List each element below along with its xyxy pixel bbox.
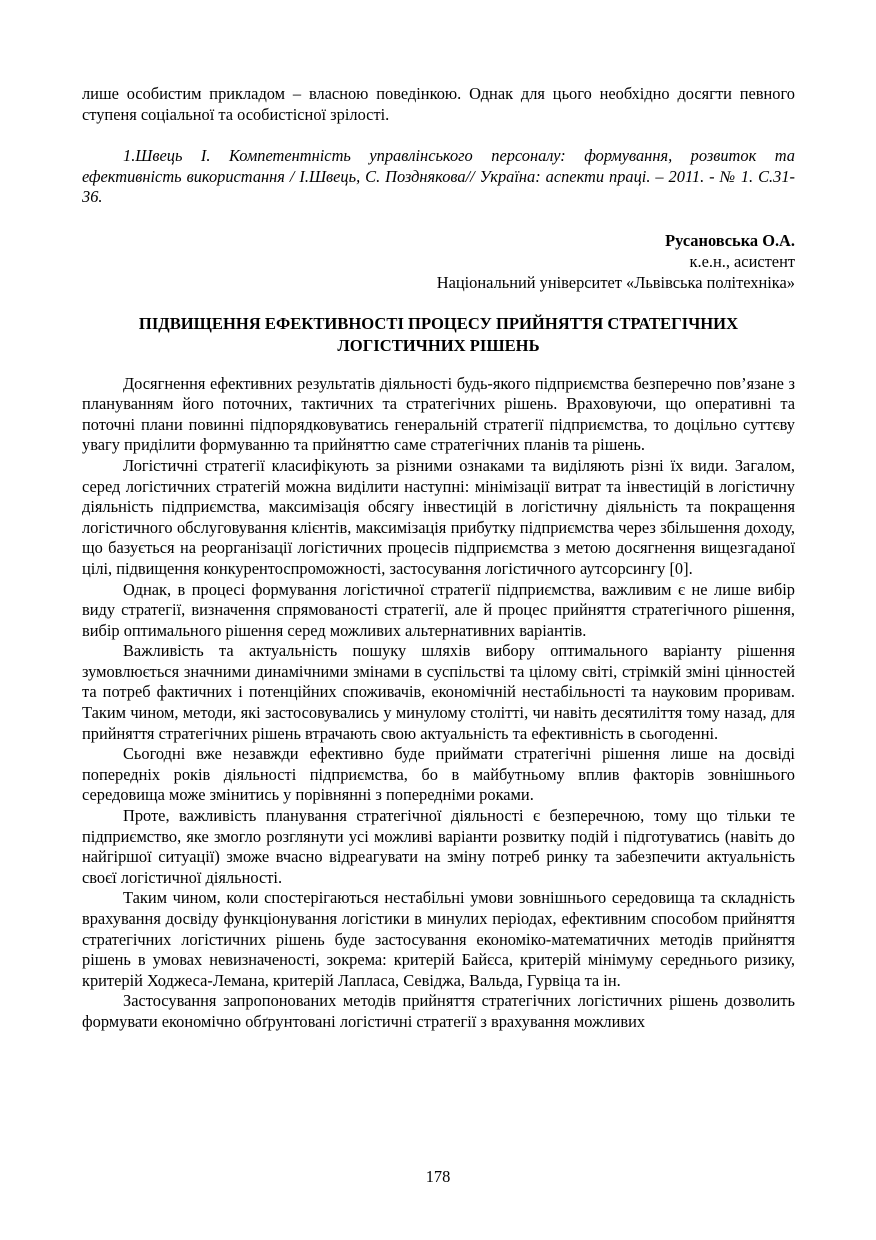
article-paragraph-5: Сьогодні вже незавжди ефективно буде приймати стратегічні рішення лише на досвіді попередніх років діяльності підприємства, бо в майбутньому вплив факторів зовнішнього середовища може змінитись у порівнянні з попередніми роками. [82,744,795,805]
article-paragraph-8: Застосування запропонованих методів прийняття стратегічних логістичних рішень дозволить формувати економічно обґрунтовані логістичні стратегії з врахування можливих [82,991,795,1031]
article-title: ПІДВИЩЕННЯ ЕФЕКТИВНОСТІ ПРОЦЕСУ ПРИЙНЯТТЯ СТРАТЕГІЧНИХ ЛОГІСТИЧНИХ РІШЕНЬ [138,313,739,355]
author-name: Русановська О.А. [665,230,795,250]
page-number: 178 [425,1167,451,1187]
article-paragraph-6: Проте, важливість планування стратегічної діяльності є безперечною, тому що тільки те підприємство, яке змогло розглянути усі можливі варіанти розвитку подій і підготуватись (навіть до найгіршої ситуації) зможе вчасно відреагувати на зміну потреб ринку та забезпечити актуальність своєї логістичної діяльності. [82,806,795,887]
author-position: к.е.н., асистент [689,252,795,272]
article-paragraph-3: Однак, в процесі формування логістичної стратегії підприємства, важливим є не лише вибір виду стратегії, визначення спрямованості стратегії, але й процес прийняття стратегічного рішення, вибір оптимального рішення серед можливих альтернативних варіантів. [82,579,795,640]
reference-citation: 1.Швець І. Компетентність управлінського персоналу: формування, розвиток та ефективність використання / І.Швець, С. Позднякова// Україна: аспекти праці. – 2011. - № 1. С.31-36. [82,146,795,207]
article-paragraph-1: Досягнення ефективних результатів діяльності будь-якого підприємства безперечно пов’язане з плануванням його поточних, тактичних та стратегічних рішень. Враховуючи, що оперативні та поточні плани повинні підпорядковуватись генеральній стратегії підприємства, то доцільно суттєву увагу приділити формуванню та прийняттю саме стратегічних планів та рішень. [82,373,795,455]
article-paragraph-7: Таким чином, коли спостерігаються нестабільні умови зовнішнього середовища та складність врахування досвіду функціонування логістики в минулих періодах, ефективним способом прийняття стратегічних логістичних рішень буде застосування економіко-математичних методів прийняття рішень в умовах невизначеності, зокрема: критерій Байєса, критерій мінімуму середнього ризику, критерій Ходжеса-Лемана, критерій Лапласа, Севіджа, Вальда, Гурвіца та ін. [82,888,795,990]
article-paragraph-4: Важливість та актуальність пошуку шляхів вибору оптимального варіанту рішення зумовлюється значними динамічними змінами в суспільстві та цілому світі, стрімкій зміні цінностей та потреб фактичних і потенційних споживачів, економічній нестабільності та науковим проривам. Таким чином, методи, які застосовувались у минулому столітті, чи навіть десятиліття тому назад, для прийняття стратегічних рішень втрачають свою актуальність та ефективність в сьогоденні. [82,641,795,743]
author-affiliation: Національний університет «Львівська політехніка» [436,273,795,293]
article-paragraph-2: Логістичні стратегії класифікують за різними ознаками та виділяють різні їх види. Загалом, серед логістичних стратегій можна виділити наступні: мінімізації витрат та інвестицій в логістичну діяльність підприємства, максимізація обсягу інвестицій в логістичну діяльність та покращення логістичного обслуговування клієнтів, максимізація прибутку підприємства через збільшення доходу, що базується на реорганізації логістичних процесів підприємства з метою досягнення вищезгаданої цілі, підвищення конкурентоспроможності, застосування логістичного аутсорсингу [0]. [82,455,795,578]
continuation-paragraph: лише особистим прикладом – власною поведінкою. Однак для цього необхідно досягти певного ступеня соціальної та особистісної зрілості. [82,84,795,124]
author-block [82,230,795,294]
article-body [82,374,795,1033]
